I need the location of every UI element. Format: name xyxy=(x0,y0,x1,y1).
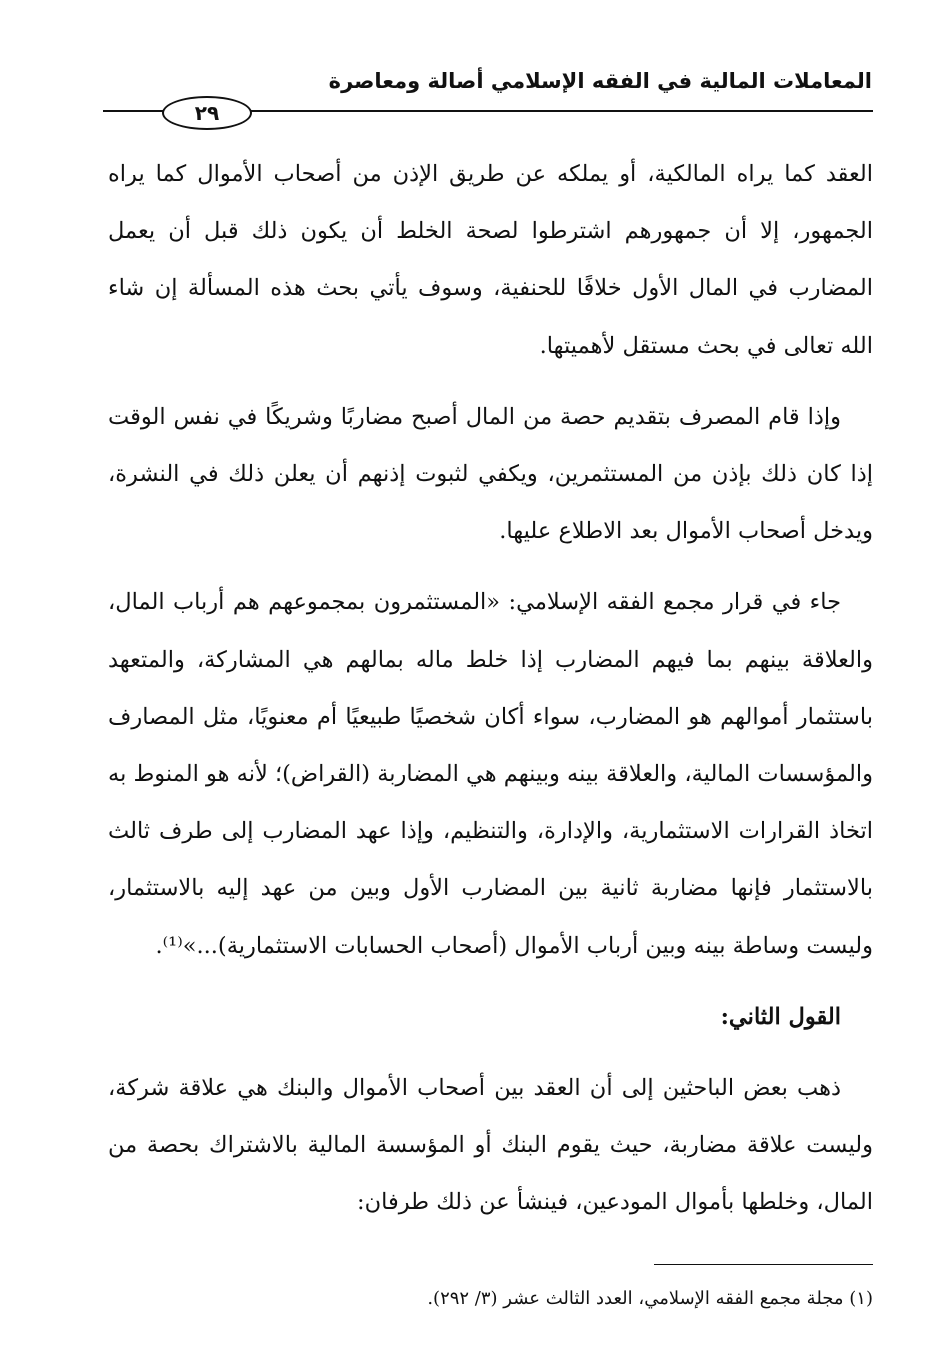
body-text xyxy=(108,146,873,1256)
running-header-title: المعاملات المالية في الفقه الإسلامي أصالة ومعاصرة xyxy=(328,69,872,93)
footnote: (١) مجلة مجمع الفقه الإسلامي، العدد الثالث عشر (٣/ ٢٩٢). xyxy=(427,1288,873,1309)
paragraph-3-quote: جاء في قرار مجمع الفقه الإسلامي: «المستثمرون بمجموعهم هم أرباب المال، والعلاقة بينهم بما فيهم المضارب إذا خلط ماله بمالهم هي المشاركة، والمتعهد باستثمار أموالهم هو المضارب، سواء أكان شخصيًا طبيعيًا أم معنويًا، مثل المصارف والمؤسسات المالية، والعلاقة بينه وبينهم هي المضاربة (القراض)؛ لأنه هو المنوط به اتخاذ القرارات الاستثمارية، والإدارة، والتنظيم، وإذا عهد المضارب إلى طرف ثالث بالاستثمار فإنها مضاربة ثانية بين المضارب الأول وبين من عهد إليه بالاستثمار، وليست وساطة بينه وبين أرباب الأموال (أصحاب الحسابات الاستثمارية)...»⁽¹⁾. xyxy=(108,589,873,959)
paragraph-2: وإذا قام المصرف بتقديم حصة من المال أصبح مضاربًا وشريكًا في نفس الوقت إذا كان ذلك بإذن من المستثمرين، ويكفي لثبوت إذنهم أن يعلن ذلك في النشرة، ويدخل أصحاب الأموال بعد الاطلاع عليها. xyxy=(108,403,873,545)
section-subheading: القول الثاني: xyxy=(720,1003,841,1030)
paragraph-1: العقد كما يراه المالكية، أو يملكه عن طريق الإذن من أصحاب الأموال كما يراه الجمهور، إلا أن جمهورهم اشترطوا لصحة الخلط أن يكون ذلك قبل أن يعمل المضارب في المال الأول خلافًا للحنفية، وسوف يأتي بحث هذه المسألة إن شاء الله تعالى في بحث مستقل لأهميتها. xyxy=(108,161,873,359)
footnote-rule xyxy=(654,1264,873,1265)
paragraph-4: ذهب بعض الباحثين إلى أن العقد بين أصحاب الأموال والبنك هي علاقة شركة، وليست علاقة مضاربة، حيث يقوم البنك أو المؤسسة المالية بالاشتراك بحصة من المال، وخلطها بأموال المودعين، فينشأ عن ذلك طرفان: xyxy=(108,1075,873,1216)
page-number: ٢٩ xyxy=(162,96,252,130)
